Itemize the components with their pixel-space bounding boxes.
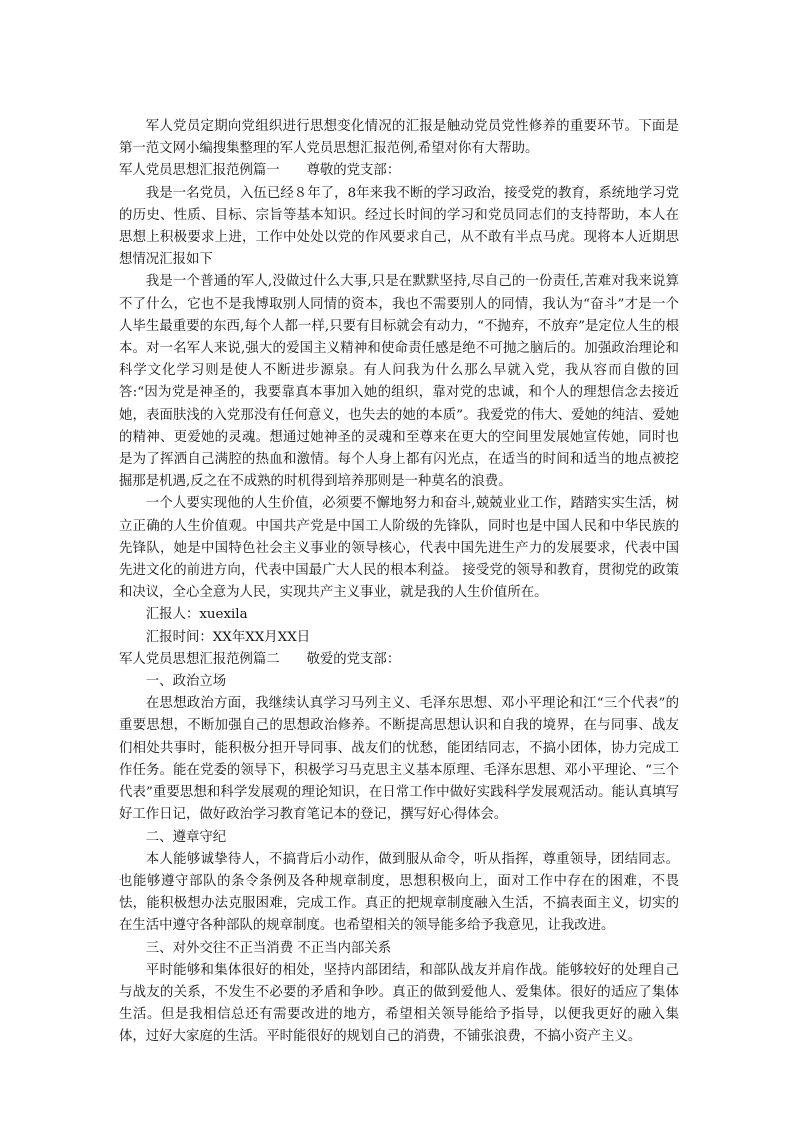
- reporter-line: 汇报人：xuexila: [145, 607, 248, 623]
- section-1-paragraph-3: 一个人要实现他的人生价值，必须要不懈地努力和奋斗,兢兢业业工作，踏踏实实生活，树立正确的人生价值观。中国共产党是中国工人阶级的先锋队，同时也是中国人民和中华民族的先锋队，她是中国特色社会主义事业的领导核心，代表中国先进生产力的发展要求，代表中国先进文化的前进方向，代表中国最广大人民的根本利益。 接受党的领导和教育，贯彻党的政策和决议，全心全意为人民，实现共产主义事业，就是我的人生价值所在。: [119, 496, 679, 601]
- section-1-title: 军人党员思想汇报范例篇一: [119, 163, 280, 179]
- subheading-discipline: 二、遵章守纪: [145, 829, 227, 845]
- report-time-line: 汇报时间：XX年XX月XX日: [145, 629, 311, 645]
- paragraph-discipline: 本人能够诚挚待人，不搞背后小动作，做到服从命令，听从指挥，尊重领导，团结同志。也能够遵守部队的条令条例及各种规章制度，思想积极向上，面对工作中存在的困难，不畏怯，能积极想办法克服困难，完成工作。真正的把规章制度融入生活，不搞表面主义，切实的在生活中遵守各种部队的规章制度。也希望相关的领导能多给予我意见，让我改进。: [119, 851, 679, 934]
- paragraph-external-relations: 平时能够和集体很好的相处，坚持内部团结，和部队战友并肩作战。能够较好的处理自己与战友的关系，不发生不必要的矛盾和争吵。真正的做到爱他人、爱集体。很好的适应了集体生活。但是我相信总还有需要改进的地方，希望相关领导能给予指导，以便我更好的融入集体，过好大家庭的生活。平时能很好的规划自己的消费，不铺张浪费，不搞小资产主义。: [119, 962, 679, 1045]
- section-1-paragraph-1: 我是一名党员，入伍已经８年了，8年来我不断的学习政治，接受党的教育，系统地学习党的历史、性质、目标、宗旨等基本知识。经过长时间的学习和党员同志们的支持帮助，本人在思想上积极要求上进，工作中处处以党的作风要求自己，从不敢有半点马虎。现将本人近期思想情况汇报如下: [119, 185, 679, 268]
- subheading-political-stance: 一、政治立场: [145, 674, 227, 690]
- paragraph-political-stance: 在思想政治方面，我继续认真学习马列主义、毛泽东思想、邓小平理论和江“三个代表”的重要思想，不断加强自己的思想政治修养。不断提高思想认识和自我的境界，在与同事、战友们相处共事时，能积极分担开导同事、战友们的忧愁，能团结同志，不搞小团体，协力完成工作任务。能在党委的领导下，积极学习马克思主义基本原理、毛泽东思想、邓小平理论、“三个代表”重要思想和科学发展观的理论知识，在日常工作中做好实践科学发展观活动。能认真填写好工作日记，做好政治学习教育笔记本的登记，撰写好心得体会。: [119, 696, 679, 823]
- subheading-external-relations: 三、对外交往不正当消费 不正当内部关系: [145, 940, 392, 956]
- section-1-heading: [119, 160, 679, 182]
- section-2-heading: [119, 649, 679, 671]
- section-2-title: 军人党员思想汇报范例篇二: [119, 651, 280, 667]
- section-1-paragraph-2: 我是一个普通的军人,没做过什么大事,只是在默默坚持,尽自己的一份责任,苦难对我来说算不了什么，它也不是我博取别人同情的资本，我也不需要别人的同情，我认为“奋斗”才是一个人毕生最重要的东西,每个人都一样,只要有目标就会有动力，“不抛弃，不放弃”是定位人生的根本。对一名军人来说,强大的爱国主义精神和使命责任感是绝不可抛之脑后的。加强政治理论和科学文化学习则是使人不断进步源泉。有人问我为什么那么早就入党，我从容而自傲的回答:“因为党是神圣的，我要靠真本事加入她的组织，靠对党的忠诚，和个人的理想信念去接近她，表面肤浅的入党那没有任何意义，也失去的她的本质”。我爱党的伟大、爱她的纯洁、爱她的精神、更爱她的灵魂。想通过她神圣的灵魂和至尊来在更大的空间里发展她宣传她，同时也是为了挥洒自己满腔的热血和激情。每个人身上都有闪光点，在适当的时间和适当的地点被挖掘那是机遇,反之在不成熟的时机得到培养那则是一种莫名的浪费。: [119, 274, 679, 490]
- document-body: [119, 116, 679, 1049]
- section-2-salutation: 敬爱的党支部：: [306, 651, 401, 667]
- intro-paragraph: 军人党员定期向党组织进行思想变化情况的汇报是触动党员党性修养的重要环节。下面是第一范文网小编搜集整理的军人党员思想汇报范例,希望对你有大帮助。: [119, 119, 679, 157]
- section-1-salutation: 尊敬的党支部：: [306, 163, 401, 179]
